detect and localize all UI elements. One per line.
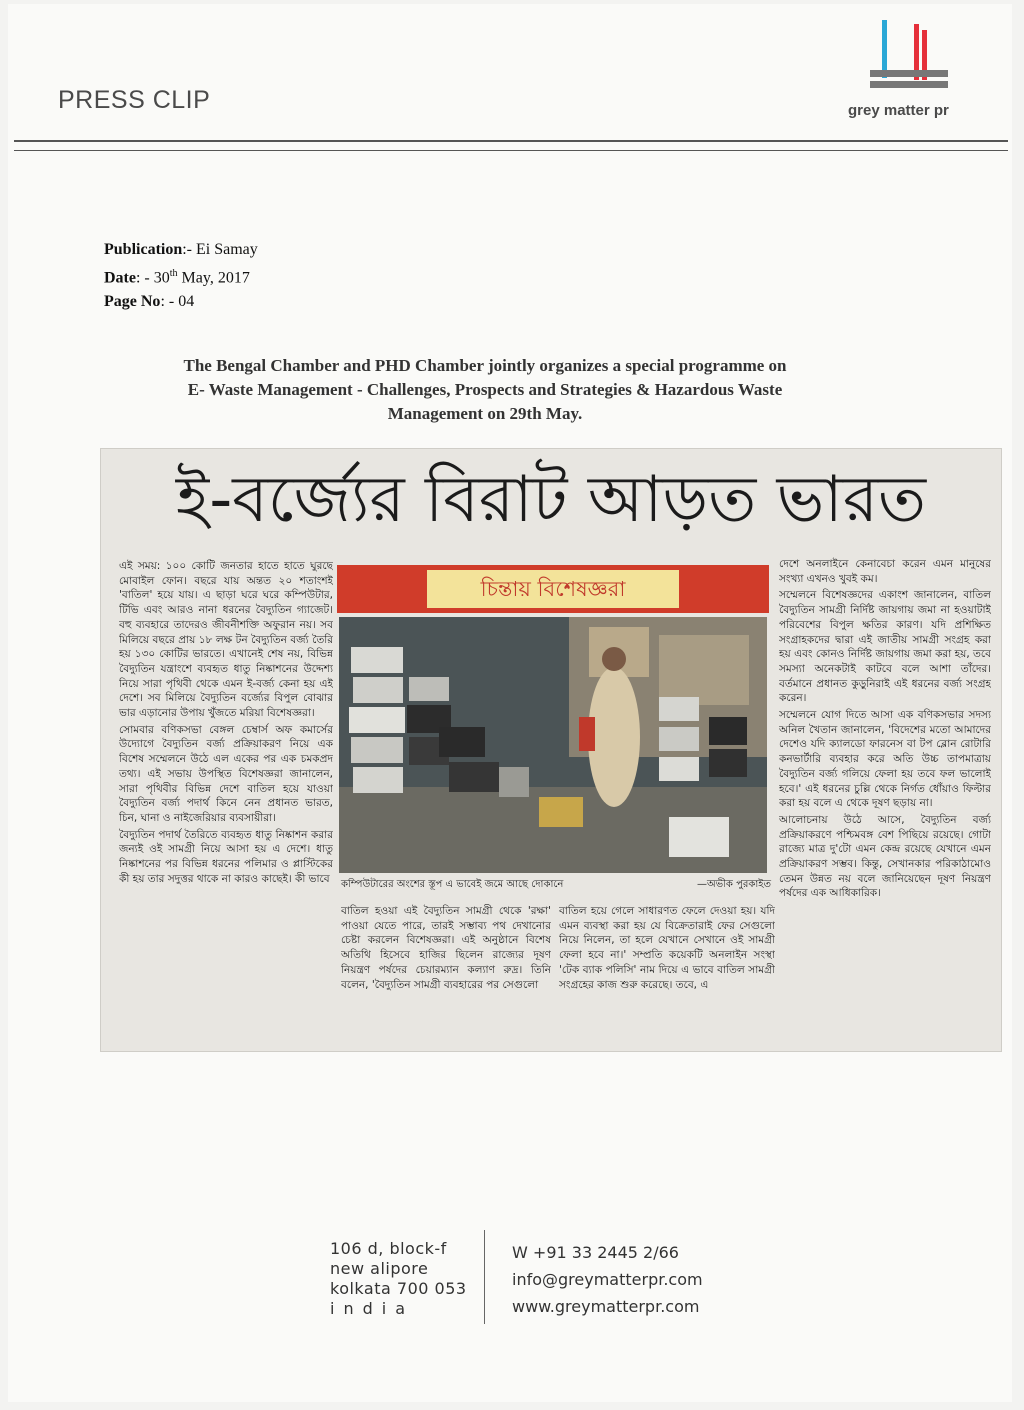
header-rule-thin: [14, 150, 1008, 151]
article-paragraph: সম্মেলনে যোগ দিতে আসা এক বণিকসভার সদস্য অনিল খৈতান জানালেন, 'বিদেশের মতো আমাদের দেশেও যদি ক্যালডো ফারনেস বা টপ ব্লোন রোটারি কনভার্টারি ব্যবহার করে অতি উচ্চ তাপমাত্রায় বৈদ্যুতিন বর্জ্য গলিয়ে ফেলা হয় তবে ফল ভালোই হবে।' এই ধরনের চুল্লি থেকে নির্গত ধোঁয়াও ফিল্টার করা হয় বলে এ থেকে দূষণ ছড়ায় না।: [779, 709, 991, 810]
newspaper-clipping: [100, 448, 1002, 1052]
section-banner: [337, 565, 769, 613]
article-column-2: [341, 904, 551, 1044]
article-paragraph: আলোচনায় উঠে আসে, বৈদ্যুতিন বর্জ্য প্রক্রিয়াকরণে পশ্চিমবঙ্গ বেশ পিছিয়ে রয়েছে। গোটা রাজ্যে মাত্র দু'টো এমন কেন্দ্র রয়েছে যেখানে এমন প্রক্রিয়াকরণ সম্ভব। কিন্তু, সেখানকার পরিকাঠামোও তেমন উন্নত নয় বলে জানিয়েছেন দূষণ নিয়ন্ত্রণ পর্ষদের এক আধিকারিক।: [779, 813, 991, 900]
clipping-headline: ই-বর্জ্যের বিরাট আড়ত ভারত: [175, 463, 927, 537]
banner-label: চিন্তায় বিশেষজ্ঞরা: [427, 570, 679, 608]
address-line-2: new alipore: [330, 1259, 429, 1278]
page-no-label: Page No: [104, 293, 161, 311]
website-link[interactable]: www.greymatterpr.com: [512, 1297, 700, 1316]
article-column-4: [779, 557, 991, 937]
address-line-4: india: [330, 1299, 414, 1318]
page-no-value: : - 04: [160, 293, 195, 311]
address-line-3: kolkata 700 053: [330, 1279, 467, 1298]
article-paragraph: সোমবার বণিকসভা বেঙ্গল চেম্বার্স অফ কমার্সের উদ্যোগে বৈদ্যুতিন বর্জ্য প্রক্রিয়াকরণ নিয়ে এক বিশেষ সম্মেলনে উঠে এল একের পর এক চমকপ্রদ তথ্য। এই সভায় উপস্থিত বিশেষজ্ঞরা জানালেন, সারা পৃথিবীর বিভিন্ন দেশে বাতিল হয়ে যাওয়া বৈদ্যুতিন বর্জ্য পদার্থ কিনে নেন প্রধানত ভারত, চিন, ঘানা ও নাইজেরিয়ার ব্যবসায়ীরা।: [119, 723, 333, 824]
event-summary: [100, 354, 870, 426]
article-paragraph: বাতিল হয়ে গেলে সাধারণত ফেলে দেওয়া হয়। যদি এমন ব্যবস্থা করা হয় যে বিক্রেতারাই ফের সেগুলো নিয়ে নিলেন, তা হলে যেখানে সেখানে ওই সামগ্রী ফেলা হবে না।' সম্প্রতি কয়েকটি অনলাইন সংস্থা 'টেক ব্যাক পলিসি' নাম দিয়ে এ ভাবে বাতিল সামগ্রী সংগ্রহের কাজ শুরু করেছে। তবে, এ: [559, 905, 775, 991]
header-rule: [14, 140, 1008, 142]
ewaste-shop-photo: [339, 617, 767, 873]
publication-label: Publication: [104, 241, 183, 258]
address-line-1: 106 d, block-f: [330, 1239, 447, 1258]
page-no-line: [104, 290, 258, 314]
article-column-1: [119, 559, 333, 1049]
publication-line: [104, 238, 258, 262]
photo-caption-text: কম্পিউটারের অংশের স্তূপ এ ভাবেই জমে আছে দোকানে: [341, 879, 564, 890]
summary-line-1: The Bengal Chamber and PHD Chamber jointly organizes a special programme on: [183, 356, 787, 375]
photo-credit: —অভীক পুরকাইত: [696, 879, 771, 890]
footer-divider: [484, 1230, 485, 1324]
date-label: Date: [104, 269, 136, 287]
publication-value: :- Ei Samay: [182, 241, 258, 258]
article-paragraph: বাতিল হওয়া এই বৈদ্যুতিন সামগ্রী থেকে 'রক্ষা' পাওয়া যেতে পারে, তারই সম্ভাব্য পথ দেখানোর চেষ্টা করলেন বিশেষজ্ঞরা। এই অনুষ্ঠানে বিশেষ অতিথি হিসেবে হাজির ছিলেন রাজ্যের দূষণ নিয়ন্ত্রণ পর্ষদের চেয়ারম্যান কল্যাণ রুদ্র। তিনি বলেন, 'বৈদ্যুতিন সামগ্রী ব্যবহারের পর সেগুলো: [341, 905, 551, 991]
photo-caption: [341, 877, 771, 894]
date-sup: th: [169, 268, 178, 279]
press-clip-heading: PRESS CLIP: [58, 86, 211, 114]
article-paragraph: এই সময়: ১০০ কোটি জনতার হাতে হাতে ঘুরছে মোবাইল ফোন। বছরে যায় অন্তত ২০ শতাংশই 'বাতিল' হয়ে যায়। এ ছাড়া ঘরে ঘরে কম্পিউটার, টিভি এবং আরও নানা ধরনের বৈদ্যুতিন গ্যাজেট। বহু ব্যবহারে তাদেরও জীবনীশক্তি অফুরান নয়। সব মিলিয়ে বছরে প্রায় ১৮ লক্ষ টন বৈদ্যুতিন বর্জ্য তৈরি হয় ১৩০ কোটির ভারতে। এখানেই শেষ নয়, বিভিন্ন বৈদ্যুতিন যন্ত্রাংশে ব্যবহৃত ধাতু নিষ্কাশনের উদ্দেশ্য নিয়ে সারা পৃথিবী থেকে এমন ই-বর্জ্য কেনা হয় এই দেশে। সব মিলিয়ে বৈদ্যুতিন বর্জ্যের বিপুল বোঝার ভার এড়ানোর উপায় খুঁজতে মরিয়া বিশেষজ্ঞরা।: [119, 560, 333, 720]
date-pre: : - 30: [135, 269, 170, 287]
date-line: [104, 262, 258, 290]
article-column-3: [559, 904, 775, 1044]
footer-address: [330, 1239, 467, 1319]
article-paragraph: দেশে অনলাইনে কেনাবেচা করেন এমন মানুষের সংখ্যা এখনও খুবই কম।: [779, 558, 991, 585]
summary-line-3: Management on 29th May.: [387, 404, 583, 423]
article-paragraph: সম্মেলনে বিশেষজ্ঞদের একাংশ জানালেন, বাতিল বৈদ্যুতিন সামগ্রী নির্দিষ্ট জায়গায় জমা না হওয়াটাই পরিবেশের বিপুল ক্ষতির কারণ। যদি প্রশিক্ষিত সংগ্রাহকদের দ্বারা এই জাতীয় সামগ্রী সংগ্রহ করা হয় এবং কোনও নির্দিষ্ট জায়গায় জমা করা হয়, তবে সমস্যা অনেকটাই কাটবে বলে আশা তাঁদের। বর্তমানে প্রধানত কুড়ুনিরাই এই ধরনের বর্জ্য সংগ্রহ করেন।: [779, 589, 991, 705]
phone-number: W +91 33 2445 2/66: [512, 1243, 679, 1262]
footer-contact: [512, 1239, 703, 1320]
summary-line-2: E- Waste Management - Challenges, Prospects and Strategies & Hazardous Waste: [187, 380, 783, 399]
publication-meta: [104, 238, 258, 314]
article-paragraph: বৈদ্যুতিন পদার্থ তৈরিতে ব্যবহৃত ধাতু নিষ্কাশন করার জন্যই ওই সামগ্রী নিয়ে আসা হয় এ দেশে। ধাতু নিষ্কাশনের পর বিভিন্ন ধরনের পলিমার ও প্লাস্টিকের কী হয় তার সদুত্তর থাকে না কারও কাছেই। কী ভাবে: [119, 828, 333, 885]
date-post: May, 2017: [177, 269, 250, 287]
logo-wordmark: grey matter pr: [848, 102, 949, 119]
email-link[interactable]: info@greymatterpr.com: [512, 1270, 703, 1289]
